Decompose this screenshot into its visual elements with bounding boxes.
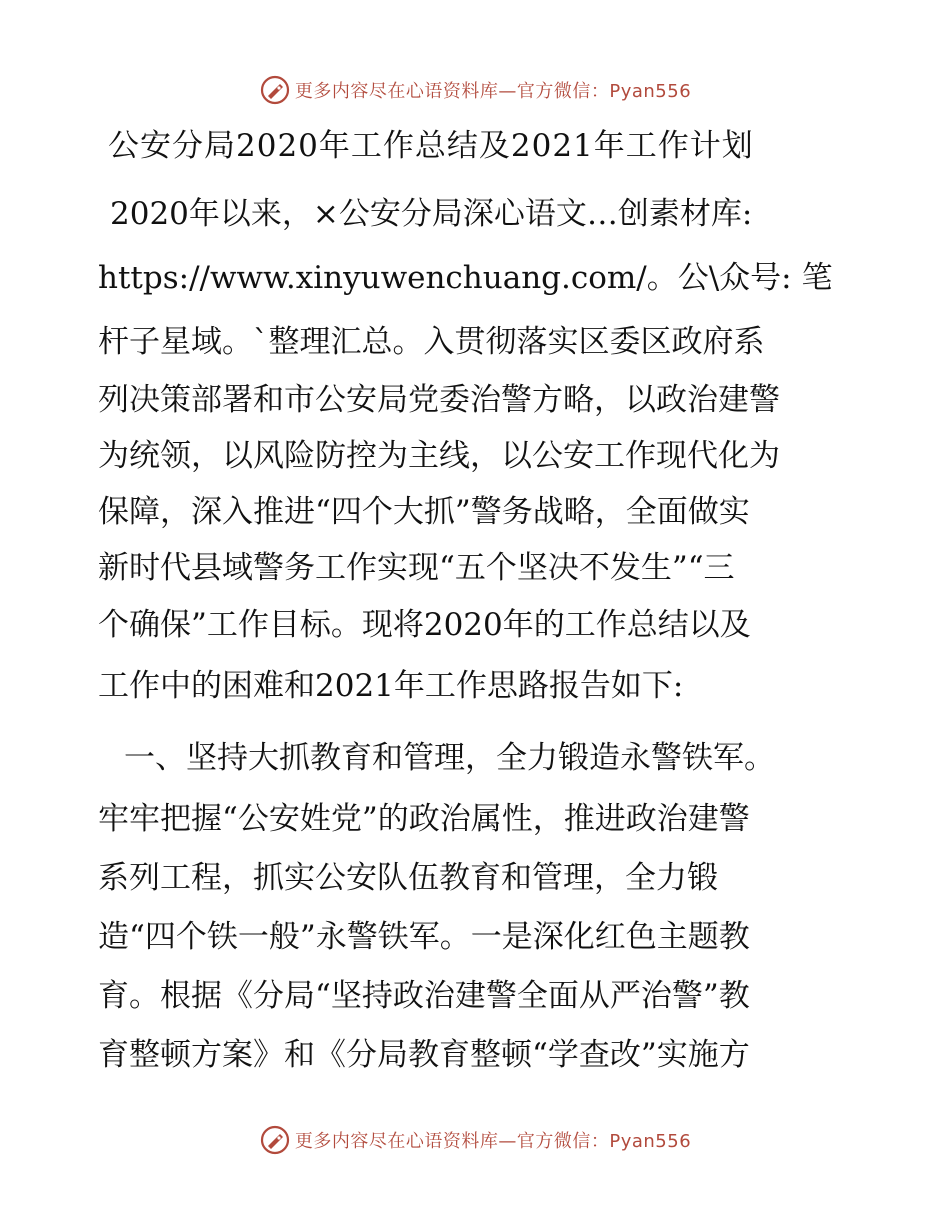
footer-banner-text: 更多内容尽在心语资料库—官方微信：Pyan556 — [294, 1131, 692, 1152]
pen-logo-icon — [259, 74, 291, 106]
body-line: 保障，深入推进“四个大抓”警务战略，全面做实 — [98, 494, 750, 530]
body-line: 牢牢把握“公安姓党”的政治属性，推进政治建警 — [98, 801, 750, 837]
body-line: 育。根据《分局“坚持政治建警全面从严治警”教 — [98, 978, 750, 1014]
header-banner — [0, 70, 950, 110]
document-title: 公安分局2020年工作总结及2021年工作计划 — [108, 128, 754, 164]
section-heading: 一、坚持大抓教育和管理，全力锻造永警铁军。 — [124, 740, 775, 776]
footer-banner — [0, 1120, 950, 1160]
body-line: 系列工程，抓实公安队伍教育和管理，全力锻 — [98, 860, 718, 896]
body-line: https://www.xinyuwenchuang.com/。公\众号: 笔 — [98, 260, 833, 296]
body-line: 列决策部署和市公安局党委治警方略，以政治建警 — [98, 382, 780, 418]
body-line: 工作中的困难和2021年工作思路报告如下: — [98, 668, 684, 704]
body-line: 育整顿方案》和《分局教育整顿“学查改”实施方 — [98, 1037, 750, 1073]
body-line: 2020年以来，×公安分局深心语文…创素材库: — [110, 196, 753, 232]
pen-logo-icon — [259, 1124, 291, 1156]
body-line: 为统领，以风险防控为主线，以公安工作现代化为 — [98, 438, 780, 474]
header-banner-text: 更多内容尽在心语资料库—官方微信：Pyan556 — [294, 81, 692, 102]
body-line: 个确保”工作目标。现将2020年的工作总结以及 — [98, 607, 751, 643]
body-line: 造“四个铁一般”永警铁军。一是深化红色主题教 — [98, 919, 750, 955]
body-line: 杆子星域。`整理汇总。入贯彻落实区委区政府系 — [98, 324, 765, 360]
body-line: 新时代县域警务工作实现“五个坚决不发生”“三 — [98, 550, 735, 586]
